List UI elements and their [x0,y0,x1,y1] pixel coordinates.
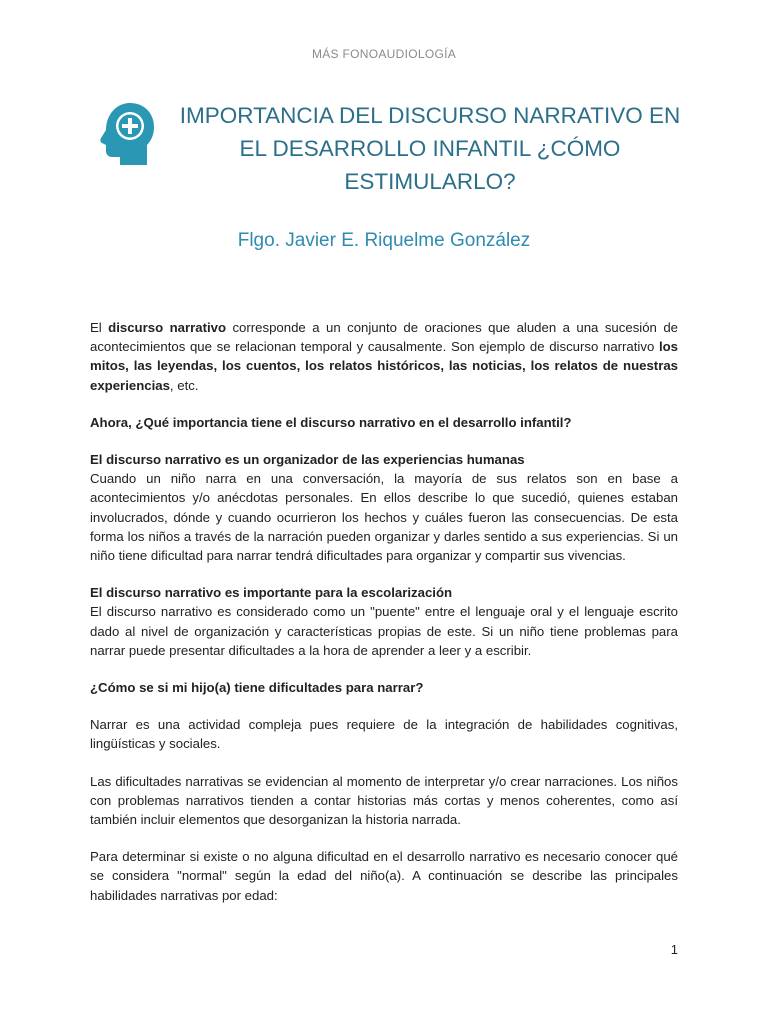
intro-bold-2: los mitos, las leyendas, los cuentos, los relatos históricos, las noticias, los relatos de nuestras experiencias [90,339,678,393]
paragraph-determinar: Para determinar si existe o no alguna dificultad en el desarrollo narrativo es necesario conocer qué se considera "normal" según la edad del niño(a). A continuación se describe las principales habilidades narrativas por edad: [90,849,678,903]
section2-heading: El discurso narrativo es importante para la escolarización [90,585,453,601]
section1-text: Cuando un niño narra en una conversación, la mayoría de sus relatos son en base a acontecimientos y/o anécdotas personales. En ellos describe lo que sucedió, quienes estaban involucrados, dónde y cuando ocurrieron los hechos y cuáles fueron las consecuencias. De esta forma los niños a través de la narración pueden organizar y darles sentido a sus experiencias. Si un niño tiene dificultad para narrar tendrá dificultades para organizar y compartir sus vivencias. [90,471,678,564]
paragraph-dificultades: Las dificultades narrativas se evidencian al momento de interpretar y/o crear narraciones. Los niños con problemas narrativos tienden a contar historias más cortas y menos coherentes, como así también incluir elementos que desorganizan la historia narrada. [90,773,678,828]
question-difficulties: ¿Cómo se si mi hijo(a) tiene dificultades para narrar? [90,680,424,696]
section1-heading: El discurso narrativo es un organizador de las experiencias humanas [90,452,525,468]
document-title [170,99,690,198]
title-line-3: ESTIMULARLO? [344,169,516,194]
paragraph-narrar: Narrar es una actividad compleja pues requiere de la integración de habilidades cognitivas, lingüísticas y sociales. [90,717,678,752]
intro-text-2: corresponde a un conjunto de oraciones que aluden a una sucesión de acontecimientos que se relacionan temporal y causalmente. Son ejemplo de discurso narrativo [90,320,678,355]
intro-text-3: , etc. [169,377,199,393]
intro-bold-1: discurso narrativo [108,320,227,335]
section2-text: El discurso narrativo es considerado como un "puente" entre el lenguaje oral y el lenguaje escrito dado al nivel de organización y características propias de este. Si un niño tiene problemas para narrar puede presentar dificultades a la hora de aprender a leer y a escribir. [90,604,678,658]
head-plus-icon [100,101,156,167]
title-line-2: EL DESARROLLO INFANTIL ¿CÓMO [239,136,621,161]
title-line-1: IMPORTANCIA DEL DISCURSO NARRATIVO EN [179,103,681,128]
intro-paragraph [90,318,678,395]
intro-text-1: El [90,320,109,335]
question-importance: Ahora, ¿Qué importancia tiene el discurso narrativo en el desarrollo infantil? [90,414,572,430]
header-label: MÁS FONOAUDIOLOGÍA [311,47,457,61]
document-body [90,318,678,905]
page-number: 1 [670,942,678,957]
author-name: Flgo. Javier E. Riquelme González [237,230,531,251]
